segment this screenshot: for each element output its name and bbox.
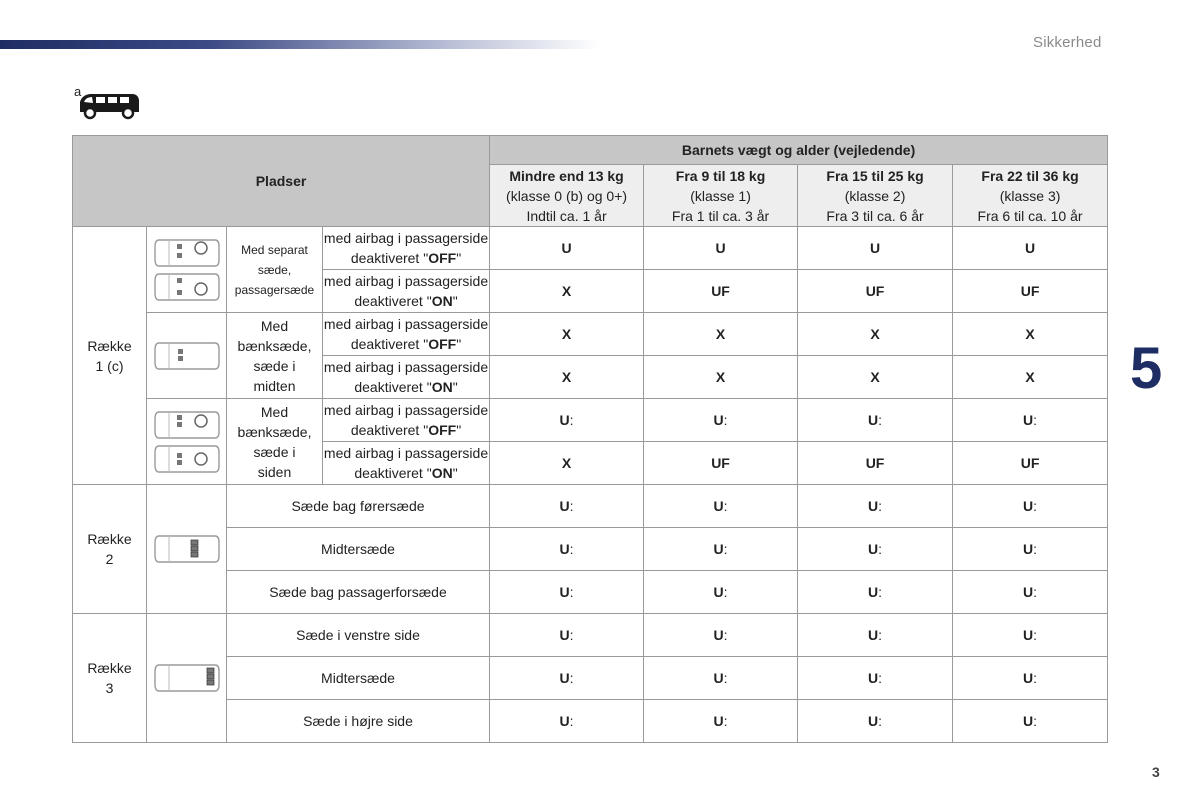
row1-g2-cell: U: bbox=[798, 399, 953, 442]
row3-cell: U: bbox=[490, 614, 644, 657]
row2-cell: U: bbox=[644, 485, 798, 528]
airbag-status: med airbag i passagerside deaktiveret "OFF" bbox=[323, 399, 490, 442]
vehicle-seat-diagram bbox=[147, 485, 227, 614]
seat-position-label: Sæde i venstre side bbox=[227, 614, 490, 657]
row2-cell: U: bbox=[490, 528, 644, 571]
airbag-status: med airbag i passagerside deaktiveret "OFF" bbox=[323, 227, 490, 270]
row2-cell: U: bbox=[798, 485, 953, 528]
row2-cell: U: bbox=[798, 571, 953, 614]
row2-cell: U: bbox=[953, 528, 1108, 571]
row1-g1-cell: X bbox=[953, 356, 1108, 399]
row1-g0-cell: UF bbox=[798, 270, 953, 313]
row3-cell: U: bbox=[644, 700, 798, 743]
seat-type-label: Med separat sæde, passagersæde bbox=[227, 227, 323, 313]
row2-label: Række 2 bbox=[73, 485, 147, 614]
row1-g0-cell: U bbox=[644, 227, 798, 270]
row3-cell: U: bbox=[644, 614, 798, 657]
row3-cell: U: bbox=[798, 700, 953, 743]
row1-g0-cell: X bbox=[490, 270, 644, 313]
row3-cell: U: bbox=[953, 700, 1108, 743]
row1-g1-cell: X bbox=[953, 313, 1108, 356]
row3-cell: U: bbox=[798, 614, 953, 657]
row3-label: Række 3 bbox=[73, 614, 147, 743]
row3-cell: U: bbox=[953, 614, 1108, 657]
row1-g1-cell: X bbox=[490, 356, 644, 399]
row1-g0-cell: UF bbox=[644, 270, 798, 313]
row1-g1-cell: X bbox=[798, 313, 953, 356]
child-seat-table bbox=[72, 135, 1108, 743]
page-number: 3 bbox=[1152, 764, 1160, 780]
row2-cell: U: bbox=[644, 571, 798, 614]
row2-cell: U: bbox=[490, 571, 644, 614]
row2-cell: U: bbox=[953, 571, 1108, 614]
van-icon bbox=[74, 86, 142, 122]
row3-cell: U: bbox=[953, 657, 1108, 700]
row1-g1-cell: X bbox=[644, 313, 798, 356]
row1-g0-cell: U bbox=[798, 227, 953, 270]
seat-position-label: Midtersæde bbox=[227, 657, 490, 700]
places-header: Pladser bbox=[73, 136, 490, 227]
row3-cell: U: bbox=[798, 657, 953, 700]
seat-position-label: Sæde bag passagerforsæde bbox=[227, 571, 490, 614]
weight-col-2: Fra 15 til 25 kg (klasse 2) Fra 3 til ca. 6 år bbox=[798, 165, 953, 227]
row1-g2-cell: U: bbox=[953, 399, 1108, 442]
row1-g2-cell: U: bbox=[644, 399, 798, 442]
seat-position-label: Sæde i højre side bbox=[227, 700, 490, 743]
weight-col-0: Mindre end 13 kg (klasse 0 (b) og 0+) Indtil ca. 1 år bbox=[490, 165, 644, 227]
weight-group-header: Barnets vægt og alder (vejledende) bbox=[490, 136, 1108, 165]
seat-position-label: Midtersæde bbox=[227, 528, 490, 571]
row2-cell: U: bbox=[953, 485, 1108, 528]
row1-g1-cell: X bbox=[798, 356, 953, 399]
row1-g1-cell: X bbox=[644, 356, 798, 399]
row1-g2-cell: UF bbox=[644, 442, 798, 485]
row1-g2-cell: U: bbox=[490, 399, 644, 442]
row1-g2-cell: UF bbox=[953, 442, 1108, 485]
chapter-number: 5 bbox=[1130, 336, 1163, 401]
row-1-label: Række 1 (c) bbox=[73, 227, 147, 485]
vehicle-seat-diagram bbox=[147, 614, 227, 743]
header-gradient-bar bbox=[0, 40, 600, 49]
vehicle-seat-diagram bbox=[147, 313, 227, 399]
row3-cell: U: bbox=[644, 657, 798, 700]
weight-col-1: Fra 9 til 18 kg (klasse 1) Fra 1 til ca. 3 år bbox=[644, 165, 798, 227]
row1-g0-cell: U bbox=[490, 227, 644, 270]
section-title: Sikkerhed bbox=[1033, 34, 1102, 51]
row3-cell: U: bbox=[490, 657, 644, 700]
row1-g2-cell: UF bbox=[798, 442, 953, 485]
vehicle-seat-diagram bbox=[147, 399, 227, 485]
seat-type-label: Med bænksæde, sæde i midten bbox=[227, 313, 323, 399]
row2-cell: U: bbox=[798, 528, 953, 571]
vehicle-seat-diagram bbox=[147, 227, 227, 313]
row1-g0-cell: UF bbox=[953, 270, 1108, 313]
airbag-status: med airbag i passagerside deaktiveret "ON" bbox=[323, 356, 490, 399]
row1-g0-cell: U bbox=[953, 227, 1108, 270]
row1-g2-cell: X bbox=[490, 442, 644, 485]
seat-position-label: Sæde bag førersæde bbox=[227, 485, 490, 528]
row3-cell: U: bbox=[490, 700, 644, 743]
airbag-status: med airbag i passagerside deaktiveret "ON" bbox=[323, 270, 490, 313]
weight-col-3: Fra 22 til 36 kg (klasse 3) Fra 6 til ca. 10 år bbox=[953, 165, 1108, 227]
car-icon-letter: a bbox=[74, 84, 82, 99]
row1-g1-cell: X bbox=[490, 313, 644, 356]
row2-cell: U: bbox=[490, 485, 644, 528]
airbag-status: med airbag i passagerside deaktiveret "OFF" bbox=[323, 313, 490, 356]
seat-type-label: Med bænksæde, sæde i siden bbox=[227, 399, 323, 485]
airbag-status: med airbag i passagerside deaktiveret "ON" bbox=[323, 442, 490, 485]
row2-cell: U: bbox=[644, 528, 798, 571]
